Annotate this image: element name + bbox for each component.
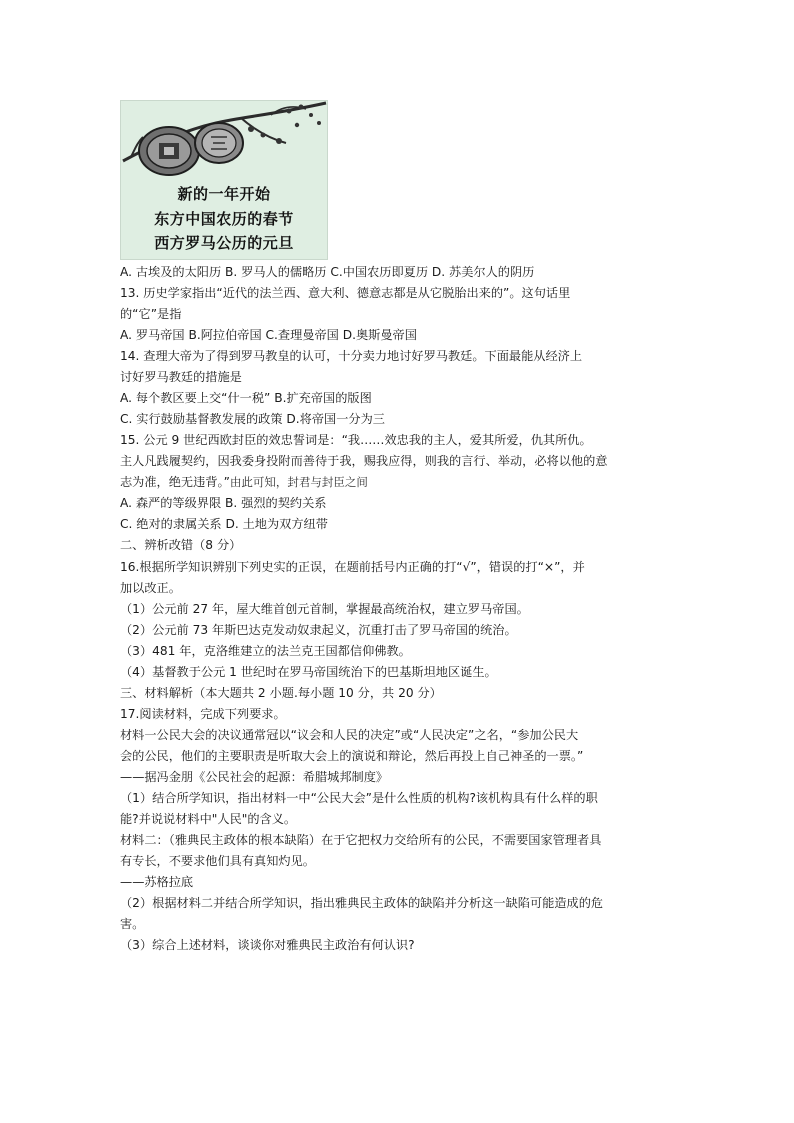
q16-item-3: （3）481 年，克洛维建立的法兰克王国都信仰佛教。 — [120, 644, 411, 658]
q12-options: A. 古埃及的太阳历 B. 罗马人的儒略历 C.中国农历即夏历 D. 苏美尔人的阴历 — [120, 265, 535, 279]
q13-stem-line-1: 13. 历史学家指出“近代的法兰西、意大利、德意志都是从它脱胎出来的”。这句话里 — [120, 286, 571, 300]
q16-item-4: （4）基督教于公元 1 世纪时在罗马帝国统治下的巴基斯坦地区诞生。 — [120, 665, 497, 679]
material-2-line-2: 有专长，不要求他们具有真知灼见。 — [120, 854, 315, 868]
q15-question: 由此可知，封君与封臣之间 — [229, 475, 368, 489]
q17-sub-1-line-1: （1）结合所学知识，指出材料一中“公民大会”是什么性质的机构?该机构具有什么样的职 — [120, 791, 598, 805]
q16-stem-line-2: 加以改正。 — [120, 581, 181, 595]
q15-stem-line-3 — [120, 472, 680, 493]
material-1-line-1: 材料一公民大会的决议通常冠以“议会和人民的决定”或“人民决定”之名，“参加公民大 — [120, 728, 579, 742]
calendar-illustration — [120, 100, 328, 260]
material-1-source: ——据冯金朋《公民社会的起源：希腊城邦制度》 — [120, 770, 389, 784]
q14-stem-line-1: 14. 查理大帝为了得到罗马教皇的认可，十分卖力地讨好罗马教廷。下面最能从经济上 — [120, 349, 583, 363]
q14-options-cd: C. 实行鼓励基督教发展的政策 D.将帝国一分为三 — [120, 412, 385, 426]
q16-stem-line-1: 16.根据所学知识辨别下列史实的正误，在题前括号内正确的打“√”，错误的打“×”，并 — [120, 560, 585, 574]
material-1-line-2: 会的公民，他们的主要职责是听取大会上的演说和辩论，然后再投上自己神圣的一票。” — [120, 749, 584, 763]
q17-sub-1-line-2: 能?并说说材料中"人民"的含义。 — [120, 812, 297, 826]
q15-stem-line-1: 15. 公元 9 世纪西欧封臣的效忠誓词是：“我……效忠我的主人，爱其所爱，仇其所仇。 — [120, 433, 592, 447]
q15-options-ab: A. 森严的等级界限 B. 强烈的契约关系 — [120, 496, 327, 510]
illustration-caption-line-2: 东方中国农历的春节 — [154, 210, 294, 228]
illustration-caption-line-1: 新的一年开始 — [177, 185, 271, 203]
q13-options: A. 罗马帝国 B.阿拉伯帝国 C.查理曼帝国 D.奥斯曼帝国 — [120, 328, 417, 342]
material-2-line-1: 材料二：（雅典民主政体的根本缺陷）在于它把权力交给所有的公民，不需要国家管理者具 — [120, 833, 602, 847]
q17-sub-2-line-2: 害。 — [120, 917, 145, 931]
q16-item-1: （1）公元前 27 年，屋大维首创元首制，掌握最高统治权，建立罗马帝国。 — [120, 602, 529, 616]
q13-stem-line-2: 的“它”是指 — [120, 307, 182, 321]
q17-sub-3: （3）综合上述材料，谈谈你对雅典民主政治有何认识? — [120, 938, 415, 952]
section-2-heading: 二、辨析改错（8 分） — [120, 538, 242, 552]
q14-options-ab: A. 每个教区要上交“什一税” B.扩充帝国的版图 — [120, 391, 372, 405]
q15-quote-end: 志为准，绝无违背。” — [120, 475, 230, 489]
q14-stem-line-2: 讨好罗马教廷的措施是 — [120, 370, 242, 384]
q17-stem: 17.阅读材料，完成下列要求。 — [120, 707, 286, 721]
material-2-source: ——苏格拉底 — [120, 875, 194, 889]
q15-stem-line-2: 主人凡践履契约，因我委身投附而善待于我，赐我应得，则我的言行、举动，必将以他的意 — [120, 454, 608, 468]
q17-sub-2-line-1: （2）根据材料二并结合所学知识，指出雅典民主政体的缺陷并分析这一缺陷可能造成的危 — [120, 896, 604, 910]
q15-options-cd: C. 绝对的隶属关系 D. 土地为双方纽带 — [120, 517, 328, 531]
section-3-heading: 三、材料解析（本大题共 2 小题.每小题 10 分，共 20 分） — [120, 686, 442, 700]
q16-item-2: （2）公元前 73 年斯巴达克发动奴隶起义，沉重打击了罗马帝国的统治。 — [120, 623, 517, 637]
illustration-caption-line-3: 西方罗马公历的元旦 — [154, 234, 294, 252]
